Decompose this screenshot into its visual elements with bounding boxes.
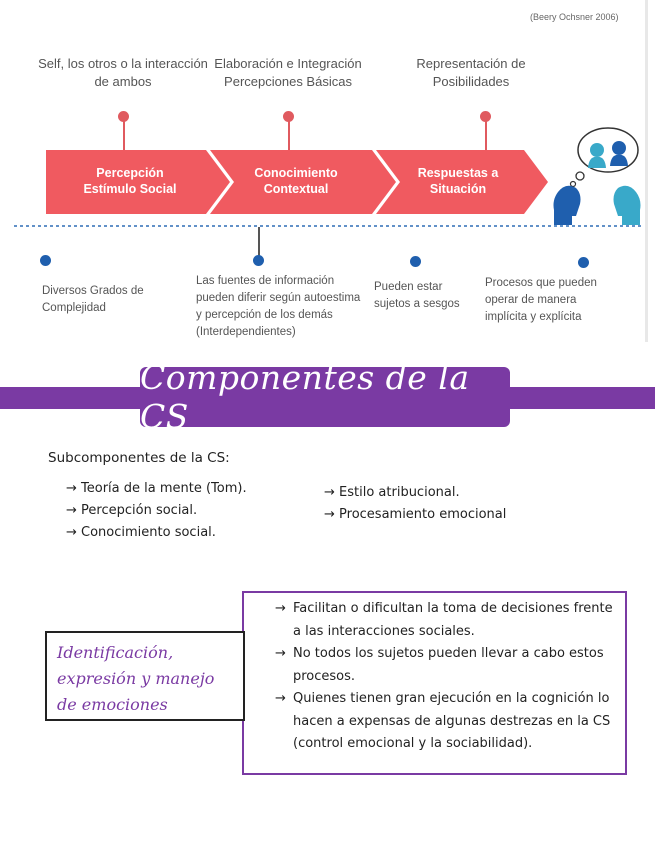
arrow-label-1 [60,165,200,197]
label-line-1: Identificación, [57,643,174,662]
label-line-3: de emociones [57,695,168,714]
arrow-label-3 [388,165,528,197]
blue-dot-1 [40,255,51,266]
note-3: Pueden estar sujetos a sesgos [374,281,460,310]
list-item: → Procesamiento emocional [324,507,507,522]
top-label-1: Self, los otros o la interacción de ambos [38,56,208,89]
info-item-text: No todos los sujetos pueden llevar a cabo estos procesos. [293,646,604,684]
subcomponents-left-list [66,478,247,544]
arrow-right-icon: → [275,601,286,616]
banner-title: Componentes de la CS [140,358,470,436]
note-1: Diversos Grados de Complejidad [42,285,144,314]
arrow-label-2 [226,165,366,197]
note-2: Las fuentes de información pueden diferir según autoestima y percepción de los demás (Interdependientes) [196,275,361,338]
blue-dot-2 [253,255,264,266]
blue-dot-3 [410,256,421,267]
banner [140,358,510,436]
pin-line-3 [485,121,487,151]
people-thinking-icon [548,120,646,230]
arrow-label-2-line2: Contextual [263,182,329,196]
top-label-2: Elaboración e Integración Percepciones Básicas [214,56,362,89]
pin-line-2 [288,121,290,151]
label-box-title [57,640,242,718]
list-item: → Estilo atribucional. [324,485,460,500]
list-item: → Percepción social. [66,503,198,518]
list-item: → Conocimiento social. [66,525,216,540]
arrow-right-icon: → [275,691,286,706]
arrow-label-3-line1: Respuestas a [417,166,499,180]
list-item: → Teoría de la mente (Tom). [66,481,247,496]
label-line-2: expresión y manejo [57,669,215,688]
top-label-3: Representación de Posibilidades [416,56,526,89]
blue-dot-4 [578,257,589,268]
info-item-text: Facilitan o dificultan la toma de decisiones frente a las interacciones sociales. [293,601,613,639]
info-item-text: Quienes tienen gran ejecución en la cognición lo hacen a expensas de algunas destrezas en la CS (control emocional y la sociabilidad). [293,691,611,751]
arrow-label-1-line1: Percepción [96,166,164,180]
subcomponents-title: Subcomponentes de la CS: [48,450,230,466]
blue-line-2 [258,227,260,257]
arrow-label-2-line1: Conocimiento [254,166,338,180]
arrow-right-icon: → [275,646,286,661]
arrow-label-3-line2: Situación [429,182,487,196]
info-item-1 [275,598,620,643]
info-item-3 [275,688,620,756]
subcomponents-right-list [324,482,506,526]
timeline-dashed-line [14,224,644,228]
note-4: Procesos que pueden operar de manera implícita y explícita [485,277,597,323]
info-item-2 [275,643,620,688]
arrow-label-1-line2: Estímulo Social [83,182,177,196]
pin-line-1 [123,121,125,151]
citation: (Beery Ochsner 2006) [530,12,619,22]
info-list [275,598,620,756]
